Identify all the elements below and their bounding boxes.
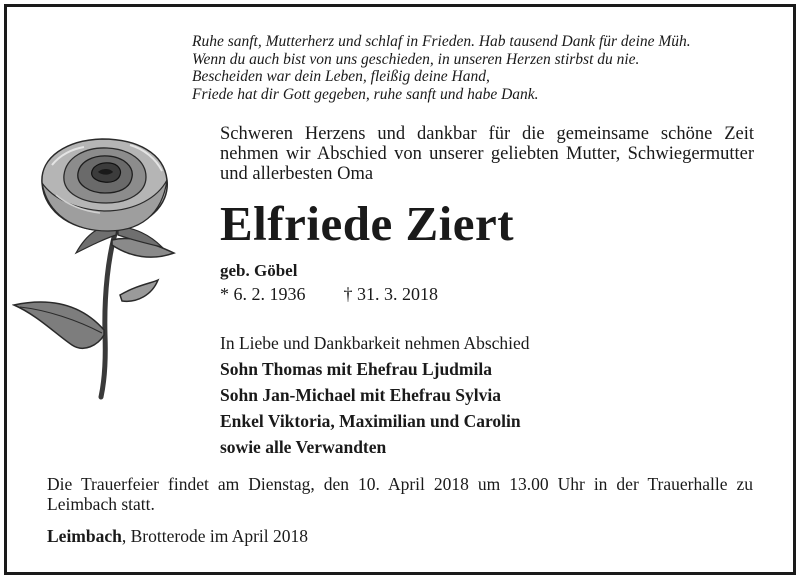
signoff-rest: , Brotterode im April 2018 [121, 526, 309, 546]
mourners-block [220, 330, 530, 460]
mourner-line: Sohn Thomas mit Ehefrau Ljudmila [220, 359, 492, 379]
intro-text: Schweren Herzens und dankbar für die gemeinsame schöne Zeit nehmen wir Abschied von unserer geliebten Mutter, Schwiegermutter und allerbesten Oma [220, 124, 754, 184]
signoff [47, 526, 308, 547]
mourner-line: Enkel Viktoria, Maximilian und Carolin [220, 411, 521, 431]
poem-line: Bescheiden war dein Leben, fleißig deine Hand, [192, 68, 490, 85]
mourner-line: sowie alle Verwandten [220, 437, 387, 457]
life-dates [220, 284, 438, 305]
rose-icon [12, 135, 197, 400]
poem-line: Friede hat dir Gott gegeben, ruhe sanft und habe Dank. [192, 85, 539, 103]
death-date: † 31. 3. 2018 [343, 284, 438, 304]
poem [192, 33, 772, 103]
poem-line: Ruhe sanft, Mutterherz und schlaf in Frieden. Hab tausend Dank für deine Müh. [192, 33, 691, 50]
mourners-lead: In Liebe und Dankbarkeit nehmen Abschied [220, 333, 530, 353]
poem-line: Wenn du auch bist von uns geschieden, in unseren Herzen stirbst du nie. [192, 50, 640, 68]
signoff-place: Leimbach [47, 526, 122, 546]
mourner-line: Sohn Jan-Michael mit Ehefrau Sylvia [220, 385, 501, 405]
birth-date: * 6. 2. 1936 [220, 284, 306, 304]
deceased-name: Elfriede Ziert [220, 196, 515, 251]
birth-name: geb. Göbel [220, 261, 298, 280]
ceremony-text: Die Trauerfeier findet am Dienstag, den 10. April 2018 um 13.00 Uhr in der Trauerhalle zu Leimbach statt. [47, 474, 753, 514]
